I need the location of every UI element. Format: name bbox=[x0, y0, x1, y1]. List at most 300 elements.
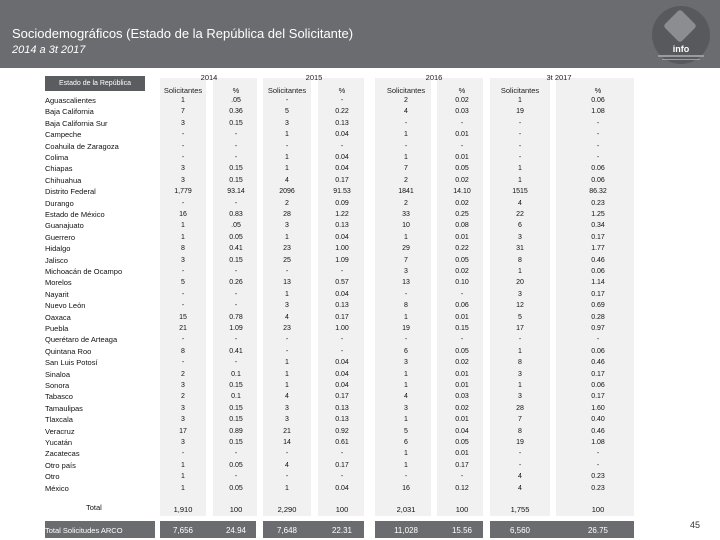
state-name: Puebla bbox=[45, 324, 69, 333]
table-cell: 1 bbox=[285, 370, 289, 378]
table-cell: 1 bbox=[285, 131, 289, 139]
table-cell: 1.77 bbox=[591, 245, 605, 253]
table-cell: 0.01 bbox=[455, 233, 469, 241]
table-cell: 29 bbox=[402, 245, 410, 253]
table-cell: 0.17 bbox=[335, 393, 349, 401]
table-cell: 8 bbox=[518, 256, 522, 264]
table-cell: 5 bbox=[285, 108, 289, 116]
table-cell: 0.13 bbox=[335, 302, 349, 310]
table-cell: 17 bbox=[516, 325, 524, 332]
table-cell: 0.46 bbox=[591, 427, 605, 435]
column-header: Solicitantes bbox=[267, 86, 307, 95]
table-cell: 0.15 bbox=[229, 256, 243, 264]
table-cell: - bbox=[518, 142, 522, 150]
table-cell: 28 bbox=[283, 211, 291, 218]
table-cell: 1.25 bbox=[591, 211, 605, 218]
table-cell: - bbox=[404, 473, 408, 481]
table-cell: 14 bbox=[283, 439, 291, 446]
table-cell: 0.92 bbox=[335, 427, 349, 435]
table-cell: 0.15 bbox=[229, 416, 243, 424]
table-cell: 2096 bbox=[279, 188, 295, 196]
state-name: Chihuahua bbox=[45, 175, 82, 185]
table-cell: - bbox=[596, 131, 600, 139]
table-cell: 1.08 bbox=[591, 108, 605, 116]
table-cell: 1 bbox=[518, 97, 522, 104]
state-name: Sinaloa bbox=[45, 369, 71, 379]
table-cell: 0.46 bbox=[591, 256, 605, 264]
table-cell: 0.41 bbox=[229, 245, 243, 253]
logo-line bbox=[662, 59, 700, 60]
table-cell: 0.02 bbox=[455, 268, 469, 275]
table-cell: 1 bbox=[404, 461, 408, 469]
table-cell: - bbox=[234, 290, 238, 298]
table-cell: - bbox=[596, 119, 600, 127]
table-cell: 1 bbox=[518, 176, 522, 184]
table-cell: 0.15 bbox=[229, 165, 243, 173]
table-cell: - bbox=[234, 336, 238, 344]
table-cell: 0.03 bbox=[455, 108, 469, 116]
table-cell: 0.06 bbox=[591, 176, 605, 184]
table-cell: - bbox=[518, 461, 522, 469]
table-cell: 0.17 bbox=[591, 393, 605, 401]
table-cell: 0.05 bbox=[455, 256, 469, 264]
table-cell: 3 bbox=[518, 290, 522, 298]
table-cell: 3 bbox=[404, 268, 408, 275]
table-cell: 7 bbox=[181, 108, 185, 116]
table-cell: 0.06 bbox=[591, 382, 605, 389]
table-cell: 3 bbox=[285, 222, 289, 230]
table-cell: 16 bbox=[402, 484, 410, 492]
table-cell: 0.02 bbox=[455, 199, 469, 207]
state-name: San Luis Potosí bbox=[45, 358, 98, 368]
table-cell: 7 bbox=[404, 256, 408, 264]
table-cell: 0.06 bbox=[591, 97, 605, 104]
table-cell: 1 bbox=[181, 473, 185, 481]
table-cell: 1 bbox=[285, 154, 289, 161]
state-name: Otro país bbox=[45, 460, 76, 470]
table-cell: 0.05 bbox=[229, 233, 243, 241]
table-cell: 16 bbox=[179, 211, 187, 218]
table-cell: 1 bbox=[404, 313, 408, 321]
table-cell: 3 bbox=[285, 416, 289, 424]
column-header: % bbox=[232, 86, 240, 95]
table-cell: - bbox=[234, 450, 238, 458]
table-cell: 0.97 bbox=[591, 325, 605, 332]
table-cell: 33 bbox=[402, 211, 410, 218]
table-cell: 0.08 bbox=[455, 222, 469, 230]
arco-cell: 15.56 bbox=[451, 526, 473, 535]
table-cell: 25 bbox=[283, 256, 291, 264]
table-cell: 0.69 bbox=[591, 302, 605, 310]
table-cell: 7 bbox=[404, 165, 408, 173]
table-cell: 1.00 bbox=[335, 325, 349, 332]
table-cell: 3 bbox=[285, 302, 289, 310]
table-cell: 0.17 bbox=[591, 290, 605, 298]
table-cell: - bbox=[234, 302, 238, 310]
total-cell: 100 bbox=[591, 505, 605, 514]
table-cell: 6 bbox=[404, 439, 408, 446]
table-cell: 19 bbox=[402, 325, 410, 332]
table-cell: 0.06 bbox=[591, 268, 605, 275]
info-logo bbox=[652, 6, 710, 64]
table-cell: - bbox=[285, 97, 289, 104]
table-cell: - bbox=[340, 268, 344, 275]
table-cell: - bbox=[596, 142, 600, 150]
table-cell: - bbox=[181, 290, 185, 298]
table-cell: 1 bbox=[404, 154, 408, 161]
table-cell: 0.34 bbox=[591, 222, 605, 230]
table-cell: 3 bbox=[181, 439, 185, 446]
table-cell: 0.04 bbox=[335, 359, 349, 367]
table-cell: - bbox=[181, 450, 185, 458]
table-cell: 0.01 bbox=[455, 131, 469, 139]
state-name: Otro bbox=[45, 472, 60, 482]
table-cell: 4 bbox=[518, 473, 522, 481]
table-cell: 0.23 bbox=[591, 484, 605, 492]
state-name: Quintana Roo bbox=[45, 346, 92, 356]
table-cell: 1.08 bbox=[591, 439, 605, 446]
total-label: Total bbox=[86, 503, 102, 512]
table-cell: 0.15 bbox=[229, 439, 243, 446]
table-cell: 17 bbox=[179, 427, 187, 435]
table-cell: - bbox=[340, 450, 344, 458]
state-name: Baja California bbox=[45, 107, 94, 117]
table-cell: 0.01 bbox=[455, 450, 469, 458]
table-cell: 4 bbox=[285, 313, 289, 321]
table-cell: 1 bbox=[181, 97, 185, 104]
table-cell: 1.09 bbox=[335, 256, 349, 264]
table-cell: - bbox=[340, 336, 344, 344]
table-cell: - bbox=[285, 336, 289, 344]
state-name: Guanajuato bbox=[45, 221, 84, 231]
table-cell: - bbox=[181, 302, 185, 310]
state-name: Veracruz bbox=[45, 426, 75, 436]
total-cell: 100 bbox=[335, 505, 349, 514]
table-cell: - bbox=[460, 290, 464, 298]
table-cell: - bbox=[234, 268, 238, 275]
year-header: 3t 2017 bbox=[546, 73, 572, 82]
state-name: Sonora bbox=[45, 381, 70, 390]
table-cell: 0.17 bbox=[335, 313, 349, 321]
table-cell: 0.03 bbox=[455, 393, 469, 401]
table-cell: 20 bbox=[516, 279, 524, 287]
table-cell: 3 bbox=[181, 416, 185, 424]
table-cell: 0.36 bbox=[229, 108, 243, 116]
table-cell: 0.05 bbox=[229, 484, 243, 492]
column-header: % bbox=[458, 86, 466, 95]
arco-cell: 24.94 bbox=[225, 526, 247, 535]
state-name: Hidalgo bbox=[45, 244, 71, 254]
table-cell: 3 bbox=[285, 404, 289, 412]
table-cell: 0.26 bbox=[229, 279, 243, 287]
state-name: Baja California Sur bbox=[45, 118, 108, 128]
table-cell: - bbox=[404, 119, 408, 127]
state-name: Yucatán bbox=[45, 438, 73, 447]
table-cell: - bbox=[181, 268, 185, 275]
state-name: Tlaxcala bbox=[45, 415, 73, 425]
state-name: Distrito Federal bbox=[45, 187, 96, 197]
table-cell: - bbox=[181, 154, 185, 161]
table-cell: 4 bbox=[518, 484, 522, 492]
table-cell: 21 bbox=[283, 427, 291, 435]
table-cell: 1515 bbox=[512, 188, 528, 196]
table-cell: 8 bbox=[518, 359, 522, 367]
table-cell: - bbox=[404, 290, 408, 298]
table-cell: 1 bbox=[285, 165, 289, 173]
table-cell: 23 bbox=[283, 325, 291, 332]
state-name: Estado de México bbox=[45, 210, 105, 219]
table-cell: - bbox=[340, 473, 344, 481]
state-name: Morelos bbox=[45, 278, 72, 288]
table-cell: 5 bbox=[404, 427, 408, 435]
table-cell: 28 bbox=[516, 404, 524, 412]
table-cell: - bbox=[518, 154, 522, 161]
arco-cell: 6,560 bbox=[509, 526, 531, 535]
table-cell: - bbox=[518, 336, 522, 344]
table-cell: 0.22 bbox=[335, 108, 349, 116]
table-cell: - bbox=[234, 142, 238, 150]
table-cell: 0.09 bbox=[335, 199, 349, 207]
table-cell: 0.01 bbox=[455, 382, 469, 389]
table-cell: 0.10 bbox=[455, 279, 469, 287]
arco-cell: 26.75 bbox=[587, 526, 609, 535]
arco-cell: 7,656 bbox=[172, 526, 194, 535]
table-cell: 3 bbox=[404, 359, 408, 367]
table-cell: 2 bbox=[181, 370, 185, 378]
state-name: Colima bbox=[45, 153, 69, 162]
table-cell: 4 bbox=[518, 199, 522, 207]
table-cell: 0.22 bbox=[455, 245, 469, 253]
table-cell: - bbox=[234, 473, 238, 481]
table-cell: 0.02 bbox=[455, 97, 469, 104]
table-cell: - bbox=[518, 131, 522, 139]
table-cell: 0.15 bbox=[229, 404, 243, 412]
table-cell: 0.12 bbox=[455, 484, 469, 492]
table-cell: 0.89 bbox=[229, 427, 243, 435]
table-cell: 1 bbox=[404, 233, 408, 241]
table-cell: 1 bbox=[181, 222, 185, 230]
table-cell: 3 bbox=[181, 404, 185, 412]
table-cell: 0.01 bbox=[455, 154, 469, 161]
table-cell: - bbox=[234, 154, 238, 161]
table-cell: - bbox=[285, 473, 289, 481]
table-cell: - bbox=[596, 450, 600, 458]
total-cell: 2,031 bbox=[396, 505, 416, 514]
table-cell: 0.04 bbox=[335, 382, 349, 389]
table-cell: - bbox=[181, 359, 185, 367]
table-cell: 0.23 bbox=[591, 473, 605, 481]
table-cell: 0.05 bbox=[455, 439, 469, 446]
table-cell: - bbox=[181, 199, 185, 207]
table-cell: 1.14 bbox=[591, 279, 605, 287]
table-cell: 1 bbox=[518, 268, 522, 275]
table-cell: - bbox=[285, 142, 289, 150]
title-bar bbox=[0, 0, 720, 68]
table-cell: 1 bbox=[404, 382, 408, 389]
state-name: México bbox=[45, 483, 69, 493]
table-cell: 3 bbox=[518, 233, 522, 241]
table-cell: 2 bbox=[181, 393, 185, 401]
table-cell: 4 bbox=[404, 108, 408, 116]
table-cell: 1 bbox=[518, 382, 522, 389]
table-cell: 93.14 bbox=[227, 188, 245, 196]
total-cell: 1,755 bbox=[510, 505, 530, 514]
column-header: % bbox=[338, 86, 346, 95]
table-cell: 3 bbox=[181, 382, 185, 389]
table-cell: .05 bbox=[231, 97, 241, 104]
table-cell: 0.13 bbox=[335, 119, 349, 127]
table-cell: 13 bbox=[402, 279, 410, 287]
table-cell: 1,779 bbox=[174, 188, 192, 196]
table-cell: 1 bbox=[518, 347, 522, 355]
table-cell: 8 bbox=[181, 347, 185, 355]
table-cell: 3 bbox=[518, 393, 522, 401]
arco-cell: 22.31 bbox=[331, 526, 353, 535]
table-cell: 6 bbox=[518, 222, 522, 230]
state-name: Oaxaca bbox=[45, 312, 71, 322]
table-cell: 0.06 bbox=[455, 302, 469, 310]
table-cell: 1 bbox=[285, 233, 289, 241]
table-cell: 0.17 bbox=[335, 461, 349, 469]
table-cell: .05 bbox=[231, 222, 241, 230]
state-name: Michoacán de Ocampo bbox=[45, 267, 123, 276]
table-cell: 0.02 bbox=[455, 404, 469, 412]
table-cell: - bbox=[460, 119, 464, 127]
table-cell: 0.15 bbox=[455, 325, 469, 332]
state-name: Chiapas bbox=[45, 164, 73, 174]
table-cell: 1.60 bbox=[591, 404, 605, 412]
table-cell: 0.04 bbox=[335, 131, 349, 139]
table-cell: - bbox=[181, 336, 185, 344]
table-cell: 15 bbox=[179, 313, 187, 321]
table-cell: 0.1 bbox=[231, 393, 241, 401]
logo-word: info bbox=[672, 44, 690, 54]
table-cell: 0.17 bbox=[591, 370, 605, 378]
table-cell: - bbox=[460, 336, 464, 344]
state-name: Tabasco bbox=[45, 392, 73, 402]
table-cell: - bbox=[404, 142, 408, 150]
state-name: Zacatecas bbox=[45, 449, 80, 459]
table-cell: 0.04 bbox=[335, 370, 349, 378]
total-cell: 1,910 bbox=[173, 505, 193, 514]
state-name: Querétaro de Arteaga bbox=[45, 335, 118, 345]
table-cell: 0.28 bbox=[591, 313, 605, 321]
table-cell: 2 bbox=[404, 199, 408, 207]
table-cell: 0.57 bbox=[335, 279, 349, 287]
table-cell: 3 bbox=[404, 404, 408, 412]
table-cell: 0.05 bbox=[455, 165, 469, 173]
table-cell: 7 bbox=[518, 416, 522, 424]
table-cell: 0.61 bbox=[335, 439, 349, 446]
page-number: 45 bbox=[690, 520, 701, 530]
table-cell: 22 bbox=[516, 211, 524, 218]
table-cell: 1.22 bbox=[335, 211, 349, 218]
total-cell: 100 bbox=[229, 505, 243, 514]
state-name: Tamaulipas bbox=[45, 403, 83, 413]
table-cell: 0.17 bbox=[591, 233, 605, 241]
state-name: Nayarit bbox=[45, 289, 69, 299]
table-cell: - bbox=[340, 347, 344, 355]
table-cell: 2 bbox=[404, 176, 408, 184]
table-cell: - bbox=[404, 336, 408, 344]
column-header: % bbox=[594, 86, 602, 95]
table-cell: 1 bbox=[404, 131, 408, 139]
state-name: Aguascalientes bbox=[45, 96, 96, 105]
table-cell: 0.41 bbox=[229, 347, 243, 355]
table-cell: 5 bbox=[181, 279, 185, 287]
table-cell: 0.06 bbox=[591, 165, 605, 173]
table-cell: - bbox=[518, 119, 522, 127]
table-cell: 0.05 bbox=[455, 347, 469, 355]
table-cell: - bbox=[285, 450, 289, 458]
table-cell: 0.01 bbox=[455, 370, 469, 378]
table-cell: - bbox=[340, 142, 344, 150]
state-name: Campeche bbox=[45, 130, 82, 140]
table-cell: 1 bbox=[285, 290, 289, 298]
table-cell: - bbox=[285, 347, 289, 355]
table-cell: - bbox=[596, 461, 600, 469]
table-cell: 0.78 bbox=[229, 313, 243, 321]
table-cell: - bbox=[285, 268, 289, 275]
table-cell: 1.00 bbox=[335, 245, 349, 253]
table-cell: 0.83 bbox=[229, 211, 243, 218]
table-cell: 0.13 bbox=[335, 404, 349, 412]
table-cell: 0.05 bbox=[229, 461, 243, 469]
state-name: Guerrero bbox=[45, 232, 76, 242]
table-cell: - bbox=[181, 131, 185, 139]
column-header: Solicitantes bbox=[500, 86, 540, 95]
table-cell: - bbox=[234, 359, 238, 367]
table-cell: 4 bbox=[404, 393, 408, 401]
state-name: Durango bbox=[45, 198, 74, 208]
table-cell: 0.1 bbox=[231, 370, 241, 378]
table-cell: - bbox=[518, 450, 522, 458]
table-cell: 6 bbox=[404, 347, 408, 355]
table-cell: 3 bbox=[181, 256, 185, 264]
state-name: Nuevo León bbox=[45, 301, 86, 311]
table-cell: - bbox=[460, 142, 464, 150]
table-cell: 10 bbox=[402, 222, 410, 230]
table-cell: 0.23 bbox=[591, 199, 605, 207]
table-cell: 1 bbox=[285, 359, 289, 367]
table-cell: 19 bbox=[516, 108, 524, 116]
table-cell: 0.15 bbox=[229, 176, 243, 184]
table-cell: 1 bbox=[404, 370, 408, 378]
table-cell: 23 bbox=[283, 245, 291, 253]
table-cell: 0.46 bbox=[591, 359, 605, 367]
state-name: Coahuila de Zaragoza bbox=[45, 141, 119, 151]
table-cell: 3 bbox=[285, 119, 289, 127]
table-cell: 0.04 bbox=[335, 154, 349, 161]
page-subtitle: 2014 a 3t 2017 bbox=[12, 44, 86, 56]
table-cell: 4 bbox=[285, 461, 289, 469]
table-cell: 0.04 bbox=[335, 290, 349, 298]
table-cell: - bbox=[340, 97, 344, 104]
table-cell: 1 bbox=[285, 484, 289, 492]
table-cell: 0.01 bbox=[455, 416, 469, 424]
year-header: 2016 bbox=[425, 73, 443, 82]
table-cell: 0.04 bbox=[455, 427, 469, 435]
table-cell: 1 bbox=[181, 233, 185, 241]
table-cell: 4 bbox=[285, 176, 289, 184]
table-cell: 1841 bbox=[398, 188, 414, 196]
table-cell: - bbox=[460, 473, 464, 481]
table-cell: 0.40 bbox=[591, 416, 605, 424]
table-cell: 0.02 bbox=[455, 359, 469, 367]
table-cell: 13 bbox=[283, 279, 291, 287]
table-cell: 3 bbox=[181, 119, 185, 127]
table-cell: 1 bbox=[404, 450, 408, 458]
